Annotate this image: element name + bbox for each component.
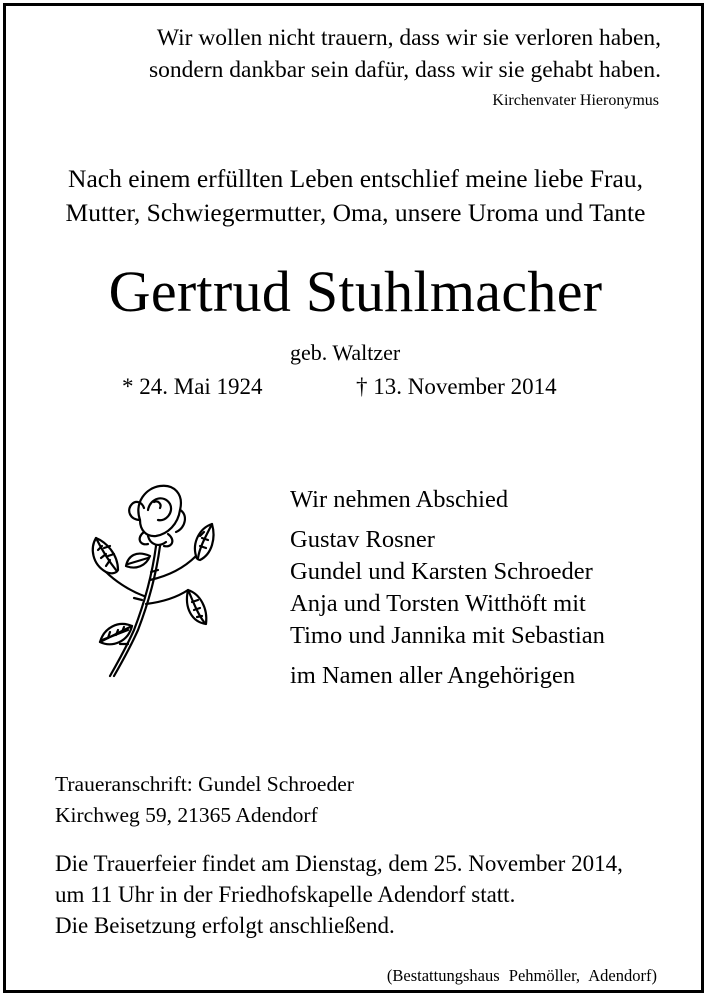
quote-author: Kirchenvater Hieronymus	[492, 92, 659, 109]
deceased-name: Gertrud Stuhlmacher	[108, 259, 603, 324]
rose-illustration	[88, 480, 238, 680]
mourners-closing: im Namen aller Angehörigen	[290, 662, 576, 689]
intro-line-1: Nach einem erfüllten Leben entschlief meine liebe Frau,	[68, 164, 643, 193]
birth-name: geb. Waltzer	[290, 340, 401, 365]
intro-line-2: Mutter, Schwiegermutter, Oma, unsere Uroma und Tante	[65, 198, 646, 227]
birth-date: * 24. Mai 1924	[122, 374, 263, 399]
mourners-heading: Wir nehmen Abschied	[290, 486, 509, 513]
mourner-name: Timo und Jannika mit Sebastian	[290, 622, 605, 649]
undertaker-credit: (Bestattungshaus Pehmöller, Adendorf)	[386, 966, 657, 985]
mourner-name: Gustav Rosner	[290, 526, 435, 553]
ceremony-line-1: Die Trauerfeier findet am Dienstag, dem 25. November 2014,	[55, 851, 623, 876]
quote-line-2: sondern dankbar sein dafür, dass wir sie gehabt haben.	[149, 57, 661, 83]
address-line-2: Kirchweg 59, 21365 Adendorf	[55, 803, 318, 827]
ceremony-line-3: Die Beisetzung erfolgt anschließend.	[55, 913, 395, 938]
ceremony-line-2: um 11 Uhr in der Friedhofskapelle Adendorf statt.	[55, 882, 516, 907]
mourner-name: Anja und Torsten Witthöft mit	[290, 590, 586, 617]
quote-line-1: Wir wollen nicht trauern, dass wir sie verloren haben,	[156, 25, 661, 51]
death-date: † 13. November 2014	[356, 374, 557, 399]
mourner-name: Gundel und Karsten Schroeder	[290, 558, 593, 585]
address-line-1: Traueranschrift: Gundel Schroeder	[55, 772, 354, 796]
